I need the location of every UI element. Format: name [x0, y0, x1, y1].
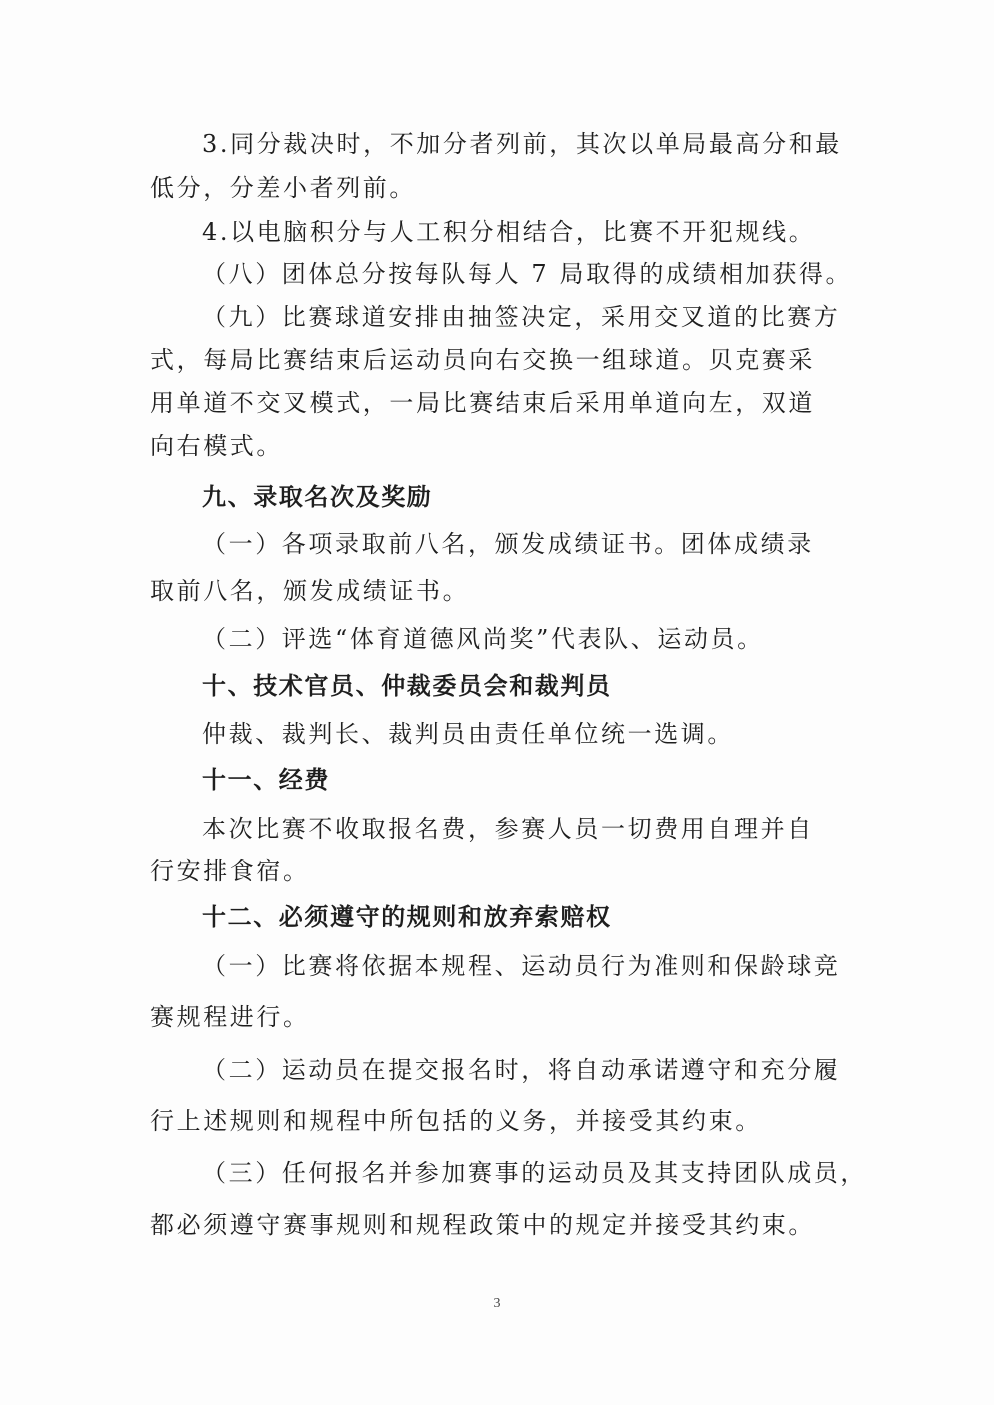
paragraph-line: 行安排食宿。 [150, 857, 310, 885]
paragraph-line: 赛规程进行。 [150, 1003, 310, 1031]
paragraph-line: 取前八名，颁发成绩证书。 [150, 577, 470, 605]
paragraph-line: （九）比赛球道安排由抽签决定，采用交叉道的比赛方 [202, 303, 841, 331]
paragraph-line: 4.以电脑积分与人工积分相结合，比赛不开犯规线。 [202, 218, 816, 246]
paragraph-line: （二）评选“体育道德风尚奖”代表队、运动员。 [202, 625, 764, 653]
section-heading: 十、技术官员、仲裁委员会和裁判员 [202, 672, 612, 700]
paragraph-line: 行上述规则和规程中所包括的义务，并接受其约束。 [150, 1107, 762, 1135]
paragraph-line: （一）比赛将依据本规程、运动员行为准则和保龄球竞 [202, 952, 841, 980]
paragraph-line: 3.同分裁决时，不加分者列前，其次以单局最高分和最 [202, 130, 842, 158]
paragraph-line: 式，每局比赛结束后运动员向右交换一组球道。贝克赛采 [150, 346, 815, 374]
section-heading: 十一、经费 [202, 766, 330, 794]
paragraph-line: 用单道不交叉模式，一局比赛结束后采用单道向左，双道 [150, 389, 815, 417]
paragraph-line: （一）各项录取前八名，颁发成绩证书。团体成绩录 [202, 530, 814, 558]
paragraph-line: （二）运动员在提交报名时，将自动承诺遵守和充分履 [202, 1056, 841, 1084]
page-number: 3 [493, 1296, 501, 1311]
paragraph-line: 都必须遵守赛事规则和规程政策中的规定并接受其约束。 [150, 1211, 815, 1239]
paragraph-line: 低分，分差小者列前。 [150, 174, 416, 202]
paragraph-line: 仲裁、裁判长、裁判员由责任单位统一选调。 [202, 720, 734, 748]
section-heading: 九、录取名次及奖励 [202, 483, 433, 511]
section-heading: 十二、必须遵守的规则和放弃索赔权 [202, 903, 612, 931]
paragraph-line: 向右模式。 [150, 432, 283, 460]
paragraph-line: （八）团体总分按每队每人 7 局取得的成绩相加获得。 [202, 260, 853, 288]
paragraph-line: （三）任何报名并参加赛事的运动员及其支持团队成员， [202, 1159, 867, 1187]
paragraph-line: 本次比赛不收取报名费，参赛人员一切费用自理并自 [202, 815, 814, 843]
